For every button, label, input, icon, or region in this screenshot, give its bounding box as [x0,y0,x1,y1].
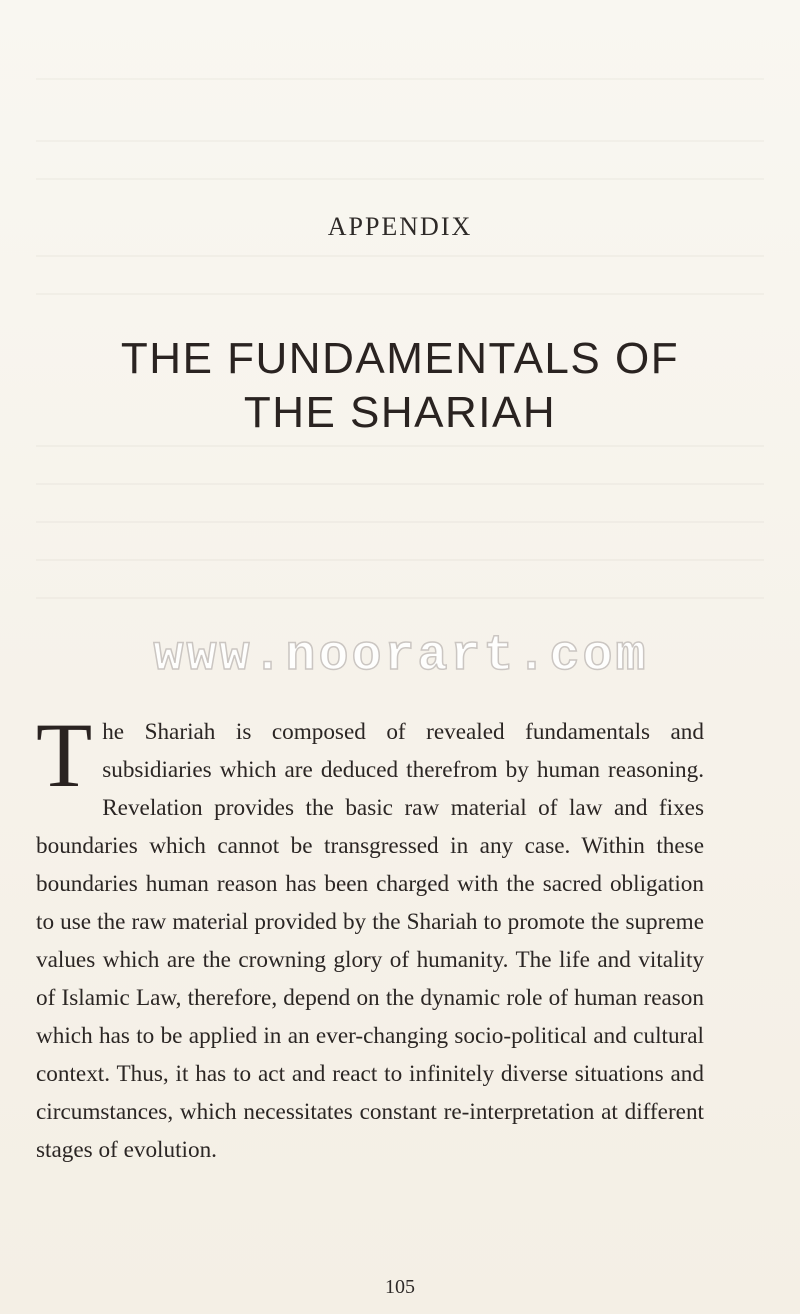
appendix-label: APPENDIX [327,212,473,241]
show-through-line [36,140,764,142]
show-through-line [36,483,764,485]
page-number: 105 [385,1276,415,1298]
chapter-title-line: THE FUNDAMENTALS OF [120,334,680,383]
show-through-line [36,521,764,523]
chapter-title [0,332,800,440]
show-through-line [36,597,764,599]
show-through-line [36,293,764,295]
show-through-line [36,445,764,447]
show-through-line [36,178,764,180]
drop-cap: T [36,704,93,806]
chapter-title-line: THE SHARIAH [243,388,557,437]
show-through-line [36,78,764,80]
show-through-line [36,559,764,561]
show-through-line [36,255,764,257]
body-paragraph [36,704,704,1169]
watermark: www.noorart.com [153,628,649,685]
paragraph-text: he Shariah is composed of revealed fundamentals and subsidiaries which are deduced therefrom by human reasoning. Revelation provides the basic raw material of law and fixes boundaries which cannot be transgressed in any case. Within these boundaries human reason has been charged with the sacred obligation to use the raw material provided by the Shariah to promote the supreme values which are the crowning glory of humanity. The life and vitality of Islamic Law, therefore, depend on the dynamic role of human reason which has to be applied in an ever-changing socio-political and cultural context. Thus, it has to act and react to infinitely diverse situations and circumstances, which necessitates constant re-interpretation at different stages of evolution. [36,719,704,1163]
